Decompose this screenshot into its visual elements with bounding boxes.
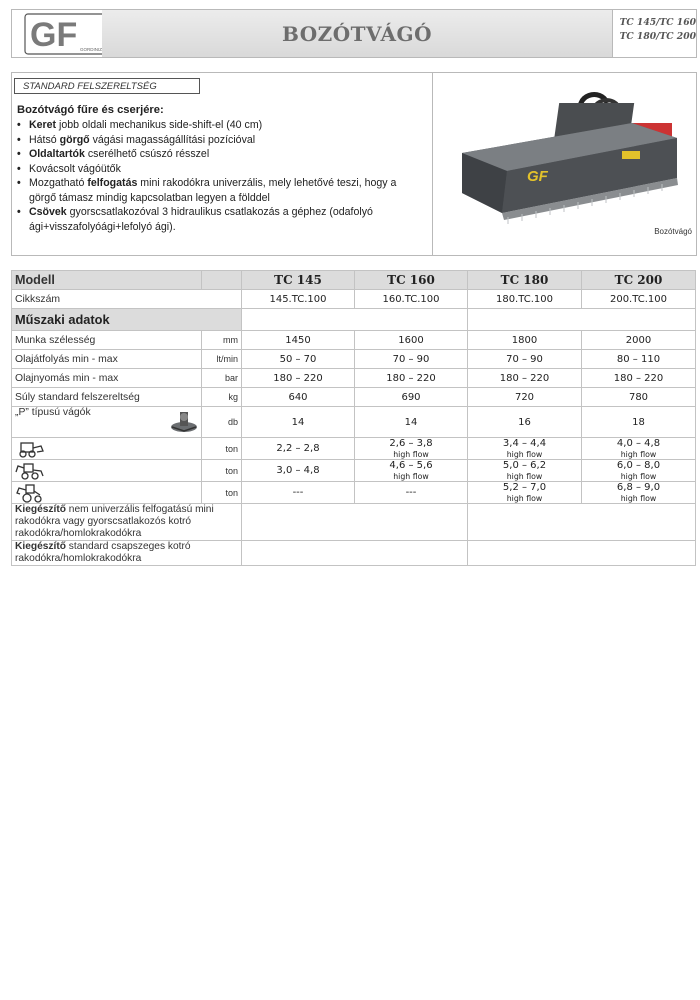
spec-value: 5,0 – 6,2 high flow (468, 460, 582, 482)
models-line-1: TC 145/TC 160 (619, 17, 696, 28)
accessory-description: Kiegészítő standard csapszeges kotró rakodókra/homlokrakodókra (12, 541, 242, 566)
spec-unit: lt/min (202, 350, 242, 369)
spec-value: 6,8 – 9,0 high flow (582, 482, 696, 504)
accessory-description: Kiegészítő nem univerzális felfogatású mini rakodókra vagy gyorscsatlakozós kotró rakodókra/homlokrakodókra (12, 504, 242, 541)
spec-row (12, 388, 696, 407)
spec-value: 2000 (582, 331, 696, 350)
feature-item: • Keret jobb oldali mechanikus side-shift-el (40 cm) (17, 118, 425, 133)
spec-unit: ton (202, 460, 242, 482)
spec-value: 1450 (242, 331, 355, 350)
svg-text:GF: GF (527, 168, 548, 185)
machine-row (12, 460, 696, 482)
specifications-table (11, 270, 696, 566)
article-number-row (12, 290, 696, 309)
spec-value: 180 – 220 (468, 369, 582, 388)
models-summary (614, 16, 696, 44)
technical-data-heading: Műszaki adatok (12, 309, 242, 331)
machine-type-cell (12, 438, 202, 460)
spec-row (12, 331, 696, 350)
article-number: 160.TC.100 (355, 290, 468, 309)
machine-type-cell (12, 460, 202, 482)
model-label: Modell (12, 271, 202, 290)
spec-unit: db (202, 407, 242, 438)
spec-row (12, 369, 696, 388)
spec-value: 14 (355, 407, 468, 438)
feature-item: • Mozgatható felfogatás mini rakodókra univerzális, mely lehetővé teszi, hogy a görgő támasz mindig kapcsolatban legyen a földdel (17, 176, 425, 205)
spec-value: 16 (468, 407, 582, 438)
accessory-row (12, 504, 696, 541)
spec-unit: kg (202, 388, 242, 407)
spec-value: 690 (355, 388, 468, 407)
model-name: TC 180 (468, 271, 582, 290)
image-caption: Bozótvágó (654, 227, 692, 236)
cutter-blade-icon (169, 409, 199, 435)
spec-value: 640 (242, 388, 355, 407)
spec-value: 14 (242, 407, 355, 438)
model-name: TC 145 (242, 271, 355, 290)
equipment-description (12, 73, 433, 255)
standard-equipment-label: STANDARD FELSZERELTSÉG (14, 78, 200, 94)
spec-value: --- (242, 482, 355, 504)
spec-value: 2,2 – 2,8 (242, 438, 355, 460)
spec-value: 180 – 220 (242, 369, 355, 388)
svg-text:GF: GF (30, 16, 78, 54)
feature-item: • Csövek gyorscsatlakozóval 3 hidraulikus csatlakozás a géphez (odafolyó ági+visszafolyóági+lefolyó ági). (17, 205, 425, 234)
accessory-row (12, 541, 696, 566)
spec-value: 18 (582, 407, 696, 438)
gf-logo (24, 13, 108, 55)
spec-label: Munka szélesség (12, 331, 202, 350)
page-header (11, 9, 697, 58)
spec-label: Súly standard felszereltség (12, 388, 202, 407)
article-number: 180.TC.100 (468, 290, 582, 309)
features-heading: Bozótvágó fűre és cserjére: (17, 104, 164, 116)
spec-value: 2,6 – 3,8 high flow (355, 438, 468, 460)
article-number: 145.TC.100 (242, 290, 355, 309)
logo-cell (12, 10, 103, 57)
spec-value: 180 – 220 (582, 369, 696, 388)
spec-label: Olajnyomás min - max (12, 369, 202, 388)
spec-value: --- (355, 482, 468, 504)
model-name: TC 160 (355, 271, 468, 290)
feature-item: • Oldaltartók cserélhető csúszó résszel (17, 147, 425, 162)
spec-value: 70 – 90 (468, 350, 582, 369)
spec-unit: ton (202, 438, 242, 460)
spec-unit: mm (202, 331, 242, 350)
technical-data-section-row (12, 309, 696, 331)
feature-item: • Hátsó görgő vágási magasságállítási pozícióval (17, 133, 425, 148)
model-header-row (12, 271, 696, 290)
article-number: 200.TC.100 (582, 290, 696, 309)
spec-value: 1600 (355, 331, 468, 350)
spec-value: 3,4 – 4,4 high flow (468, 438, 582, 460)
spec-unit: ton (202, 482, 242, 504)
spec-value: 780 (582, 388, 696, 407)
article-label: Cikkszám (12, 290, 242, 309)
machine-row (12, 438, 696, 460)
spec-label: „P” típusú vágók (12, 407, 202, 438)
spec-row (12, 407, 696, 438)
mulcher-product-image (442, 83, 692, 228)
skid-steer-loader-icon (15, 440, 45, 458)
spec-value: 70 – 90 (355, 350, 468, 369)
spec-value: 4,6 – 5,6 high flow (355, 460, 468, 482)
tractor-loader-icon (15, 483, 45, 503)
spec-value: 180 – 220 (355, 369, 468, 388)
spec-unit: bar (202, 369, 242, 388)
spec-value: 1800 (468, 331, 582, 350)
spec-row (12, 350, 696, 369)
spec-value: 720 (468, 388, 582, 407)
models-line-2: TC 180/TC 200 (619, 31, 696, 42)
model-name: TC 200 (582, 271, 696, 290)
feature-item: • Kovácsolt vágóütők (17, 162, 425, 177)
machine-row (12, 482, 696, 504)
spec-value: 50 – 70 (242, 350, 355, 369)
page-title: BOZÓTVÁGÓ (281, 22, 433, 46)
spec-value: 4,0 – 4,8 high flow (582, 438, 696, 460)
spec-label: Olajátfolyás min - max (12, 350, 202, 369)
feature-list (17, 118, 425, 234)
backhoe-loader-icon (15, 462, 45, 480)
spec-value: 6,0 – 8,0 high flow (582, 460, 696, 482)
title-cell (102, 10, 613, 57)
standard-equipment-panel (11, 72, 697, 256)
machine-type-cell (12, 482, 202, 504)
svg-text:GORDINIZ: GORDINIZ (80, 47, 102, 52)
spec-value: 5,2 – 7,0 high flow (468, 482, 582, 504)
spec-value: 3,0 – 4,8 (242, 460, 355, 482)
spec-value: 80 – 110 (582, 350, 696, 369)
